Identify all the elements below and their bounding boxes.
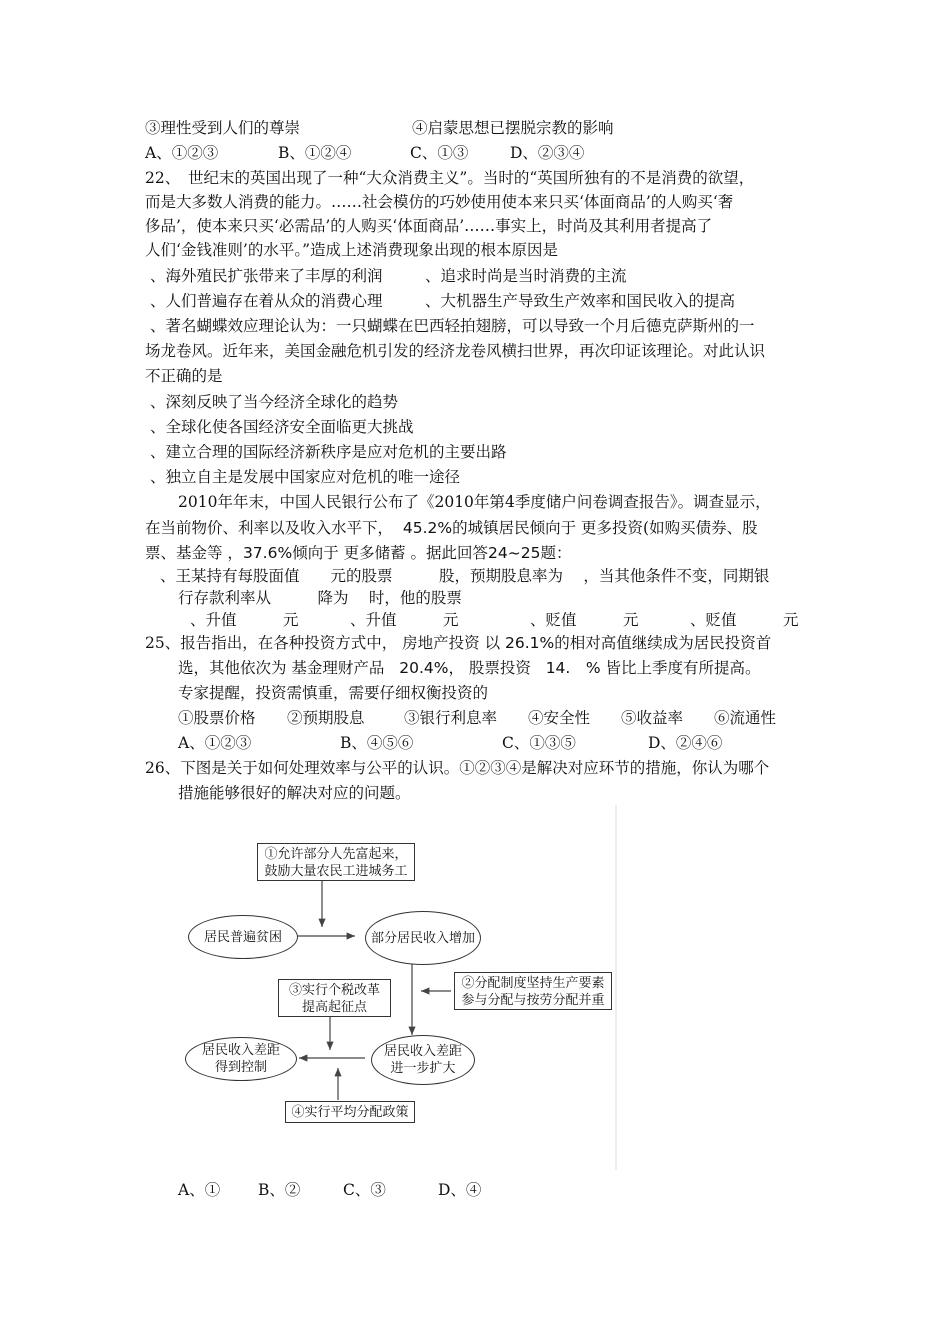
q24-line-2: 行存款利率从 降为 时，他的股票 (178, 589, 462, 607)
q22-line-2: 而是大多数人消费的能力。……社会模仿的巧妙使用使本来只买‘体面商品’的人购买‘奢 (145, 193, 734, 211)
measure-1-box: ①允许部分人先富起来， 鼓励大量农民工进城务工 (257, 843, 415, 881)
q23-option-a: 、深刻反映了当今经济全球化的趋势 (150, 393, 399, 411)
q23-line-2: 场龙卷风。近年来，美国金融危机引发的经济龙卷风横扫世界，再次印证该理论。对此认识 (145, 342, 766, 360)
material-line-3: 票、基金等 ，37.6%倾向于 更多储蓄 。据此回答24~25题： (145, 544, 572, 562)
q24-option-c: 、贬值 元 (530, 611, 639, 629)
q21-option-3: ③理性受到人们的尊崇 (145, 119, 301, 137)
q24-line-1: 、王某持有每股面值 元的股票 股，预期股息率为 ，当其他条件不变，同期银 (160, 567, 770, 585)
ellipse-income-increase: 部分居民收入增加 (365, 911, 481, 965)
q26-line-1: 26、下图是关于如何处理效率与公平的认识。①②③④是解决对应环节的措施，你认为哪个 (145, 759, 770, 777)
efficiency-fairness-diagram (175, 805, 620, 1175)
q21-choice-c: C、①③ (410, 144, 469, 162)
q23-option-d: 、独立自主是发展中国家应对危机的唯一途径 (150, 468, 461, 486)
q21-choice-b: B、①②④ (278, 144, 352, 162)
q25-choice-b: B、④⑤⑥ (340, 734, 414, 752)
q26-choice-b: B、② (258, 1181, 301, 1199)
q22-line-3: 侈品’，使本来只买‘必需品’的人购买‘体面商品’……事实上，时尚及其利用者提高了 (145, 217, 713, 235)
q22-option-c: 、人们普遍存在着从众的消费心理 (150, 292, 383, 310)
ellipse-poverty: 居民普遍贫困 (188, 915, 298, 959)
measure-3-box: ③实行个税改革 提高起征点 (278, 979, 391, 1017)
q22-line-1: 22、 世纪末的英国出现了一种“大众消费主义”。当时的“英国所独有的不是消费的欲望， (145, 169, 755, 187)
material-line-1: 2010年年末，中国人民银行公布了《2010年第4季度储户问卷调查报告》。调查显示， (178, 493, 771, 511)
q25-choice-c: C、①③⑤ (502, 734, 576, 752)
q25-choice-a: A、①②③ (178, 734, 252, 752)
q25-choice-d: D、②④⑥ (648, 734, 723, 752)
ellipse-gap-controlled: 居民收入差距 得到控制 (185, 1037, 297, 1081)
q25-item-3: ③银行利息率 (404, 709, 498, 727)
q26-line-2: 措施能够很好的解决对应的问题。 (178, 784, 411, 802)
q22-option-b: 、追求时尚是当时消费的主流 (425, 267, 627, 285)
q25-item-4: ④安全性 (528, 709, 591, 727)
q21-choice-d: D、②③④ (510, 144, 585, 162)
q25-line-3: 专家提醒，投资需慎重，需要仔细权衡投资的 (178, 684, 489, 702)
q22-option-a: 、海外殖民扩张带来了丰厚的利润 (150, 267, 383, 285)
material-line-2: 在当前物价、利率以及收入水平下， 45.2%的城镇居民倾向于 更多投资(如购买债券、股 (145, 519, 758, 537)
q23-line-3: 不正确的是 (145, 367, 223, 385)
measure-4-box: ④实行平均分配政策 (285, 1101, 415, 1123)
q23-line-1: 、著名蝴蝶效应理论认为：一只蝴蝶在巴西轻拍翅膀，可以导致一个月后德克萨斯州的一 (150, 317, 755, 335)
q23-option-c: 、建立合理的国际经济新秩序是应对危机的主要出路 (150, 443, 507, 461)
q22-line-4: 人们‘金钱准则’的水平。”造成上述消费现象出现的根本原因是 (145, 241, 559, 259)
measure-2-box: ②分配制度坚持生产要素 参与分配与按劳分配并重 (454, 972, 612, 1010)
ellipse-gap-widen: 居民收入差距 进一步扩大 (371, 1035, 475, 1085)
q25-line-1: 25、报告指出，在各种投资方式中， 房地产投资 以 26.1%的相对高值继续成为居民投资首 (145, 634, 772, 652)
q22-option-d: 、大机器生产导致生产效率和国民收入的提高 (425, 292, 736, 310)
q24-option-d: 、贬值 元 (690, 611, 799, 629)
q25-item-6: ⑥流通性 (714, 709, 777, 727)
q21-choice-a: A、①②③ (145, 144, 219, 162)
q24-option-a: 、升值 元 (190, 611, 299, 629)
q26-choice-a: A、① (178, 1181, 221, 1199)
q23-option-b: 、全球化使各国经济安全面临更大挑战 (150, 418, 414, 436)
q25-item-1: ①股票价格 (178, 709, 256, 727)
q26-choice-c: C、③ (343, 1181, 386, 1199)
q25-item-5: ⑤收益率 (621, 709, 684, 727)
q24-option-b: 、升值 元 (350, 611, 459, 629)
q25-line-2: 选，其他依次为 基金理财产品 20.4%， 股票投资 14. % 皆比上季度有所提高。 (178, 659, 761, 677)
q21-option-4: ④启蒙思想已摆脱宗教的影响 (412, 119, 614, 137)
q25-item-2: ②预期股息 (287, 709, 365, 727)
q26-choice-d: D、④ (438, 1181, 482, 1199)
